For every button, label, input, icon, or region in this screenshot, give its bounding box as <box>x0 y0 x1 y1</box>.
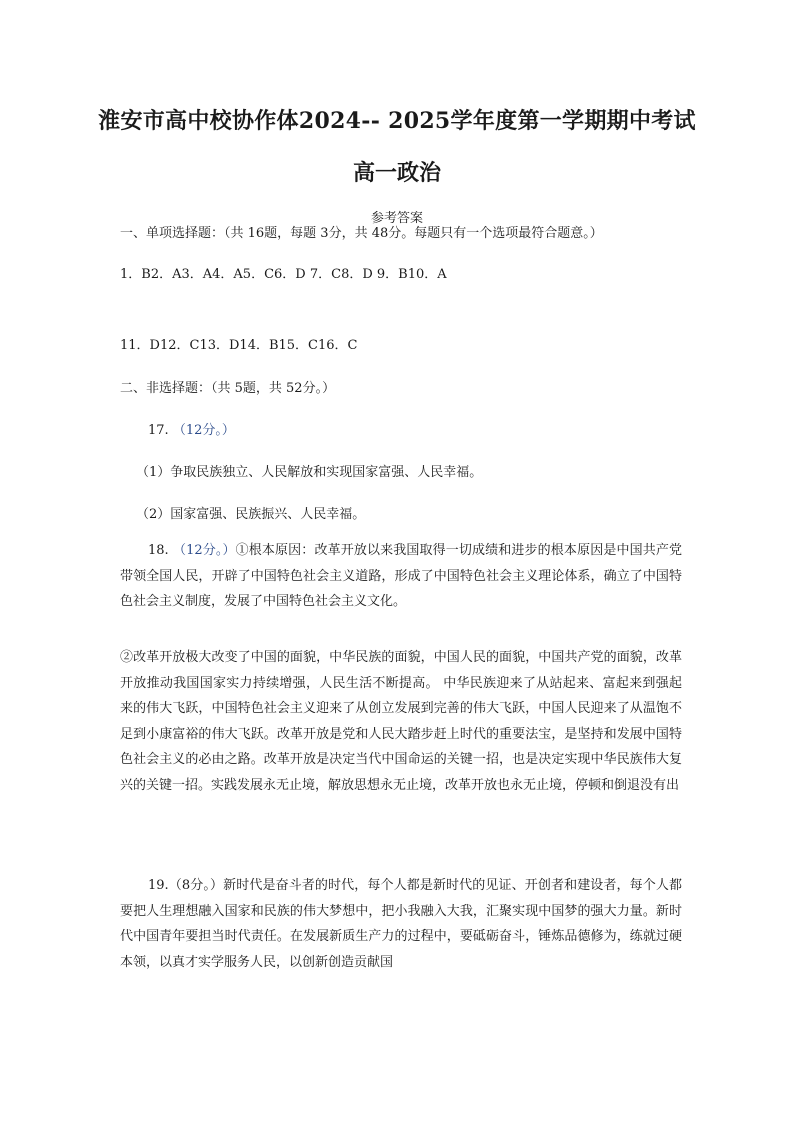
q18-score: （12分。） <box>172 543 236 558</box>
q18-answer-2: ②改革开放极大改变了中国的面貌，中华民族的面貌，中国人民的面貌，中国共产党的面貌，改革开放推动我国国家实力持续增强，人民生活不断提高。 中华民族迎来了从站起来、富起来到强起来的伟大飞跃，中国特色社会主义迎来了从创立发展到完善的伟大飞跃，中国人民迎来了从温饱不足到小康富裕的伟大飞跃。改革开放是党和人民大踏步赶上时代的重要法宝，是坚持和发展中国特色社会主义的必由之路。改革开放是决定当代中国命运的关键一招，也是决定实现中华民族伟大复兴的关键一招。实践发展永无止境，解放思想永无止境，改革开放也永无止境，停顿和倒退没有出 <box>120 650 682 793</box>
q17-number: 17. <box>148 423 169 438</box>
answers-row-2: 11．D12．C13．D14．B15．C16．C <box>120 338 358 353</box>
q17-answer-2: （2）国家富强、民族振兴、人民幸福。 <box>136 507 366 522</box>
answer-key-subtitle: 参考答案 <box>370 211 423 226</box>
exam-title: 淮安市高中校协作体2024-- 2025学年度第一学期期中考试 <box>98 108 696 134</box>
q17-heading <box>148 419 235 438</box>
answers-row-1: 1．B2．A3．A4．A5．C6．D 7．C8．D 9．B10．A <box>120 267 447 282</box>
section2-heading: 二、非选择题：（共 5题，共 52分。） <box>120 381 336 396</box>
q18-body: ①根本原因：改革开放以来我国取得一切成绩和进步的根本原因是中国共产党带领全国人民，开辟了中国特色社会主义道路，形成了中国特色社会主义理论体系，确立了中国特色社会主义制度，发展了中国特色社会主义文化。 <box>120 543 682 610</box>
q18-number: 18. <box>148 543 169 558</box>
subject-title: 高一政治 <box>352 160 441 186</box>
q19-answer: 19.（8分。）新时代是奋斗者的时代，每个人都是新时代的见证、开创者和建设者，每个人都要把人生理想融入国家和民族的伟大梦想中，把小我融入大我，汇聚实现中国梦的强大力量。新时代中国青年要担当时代责任。在发展新质生产力的过程中，要砥砺奋斗，锤炼品德修为，练就过硬本领，以真才实学服务人民，以创新创造贡献国 <box>120 878 682 970</box>
q17-answer-1: （1）争取民族独立、人民解放和实现国家富强、人民幸福。 <box>136 465 483 480</box>
section1-heading: 一、单项选择题：（共 16题，每题 3分，共 48分。每题只有一个选项最符合题意。） <box>120 226 603 241</box>
q18-answer-1 <box>120 538 682 615</box>
q17-score: （12分。） <box>172 423 235 438</box>
